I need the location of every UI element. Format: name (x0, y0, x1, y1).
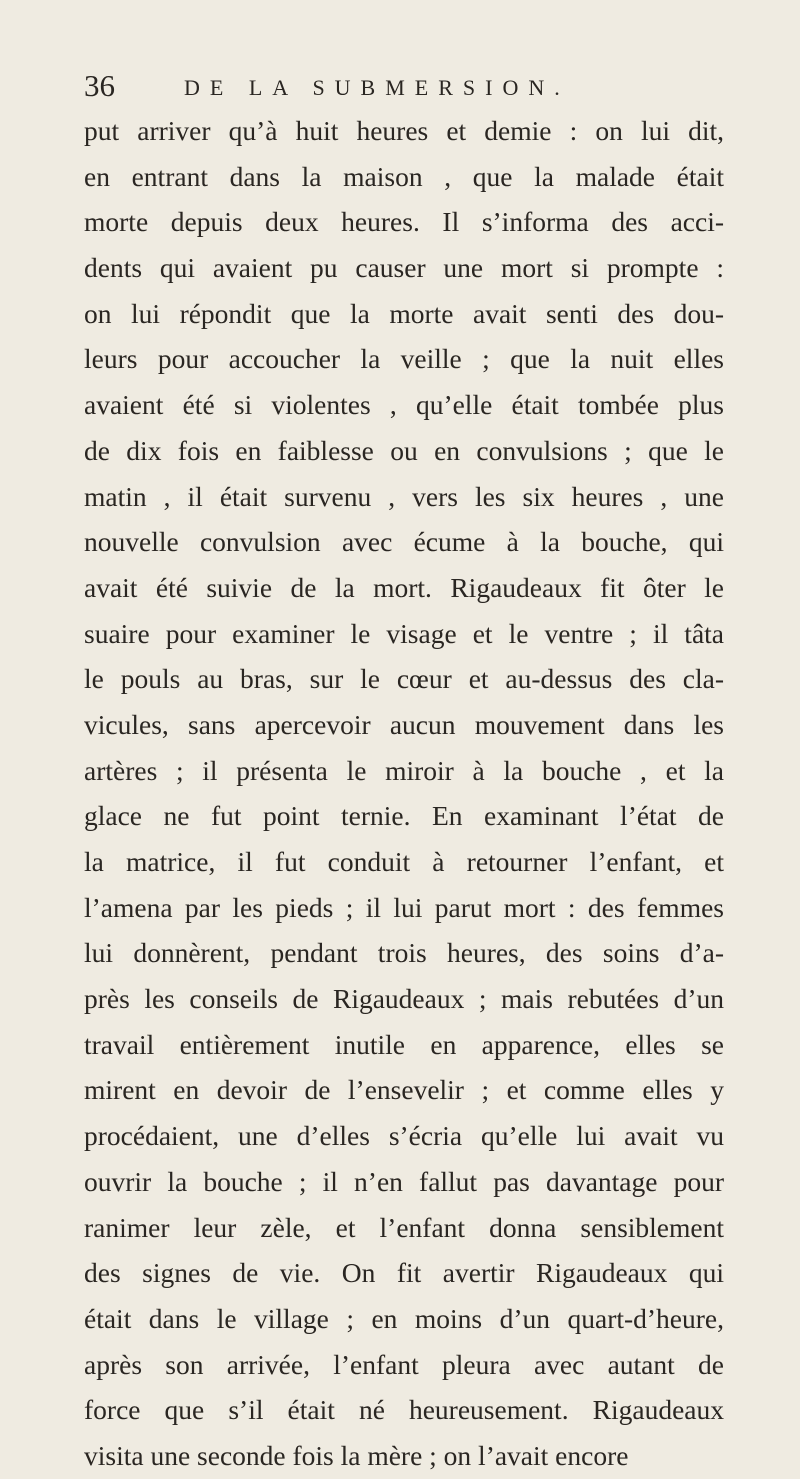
text-line: des signes de vie. On fit avertir Rigaudeaux qui (84, 1257, 724, 1289)
text-line: morte depuis deux heures. Il s’informa des acci- (84, 206, 724, 238)
text-line: ranimer leur zèle, et l’enfant donna sensiblement (84, 1211, 724, 1243)
text-line: était dans le village ; en moins d’un quart-d’heure, (84, 1302, 724, 1334)
text-line: leurs pour accoucher la veille ; que la nuit elles (84, 343, 724, 375)
text-line: nouvelle convulsion avec écume à la bouche, qui (84, 526, 724, 558)
text-line: en entrant dans la maison , que la malade était (84, 160, 724, 192)
text-line: avait été suivie de la mort. Rigaudeaux fit ôter le (84, 571, 724, 603)
text-line: suaire pour examiner le visage et le ventre ; il tâta (84, 617, 724, 649)
text-line: lui donnèrent, pendant trois heures, des soins d’a- (84, 937, 724, 969)
page-header (84, 66, 724, 110)
text-line: put arriver qu’à huit heures et demie : on lui dit, (84, 115, 724, 146)
body-text (84, 108, 724, 1479)
text-line: glace ne fut point ternie. En examinant l’état de (84, 800, 724, 832)
text-line: travail entièrement inutile en apparence, elles se (84, 1028, 724, 1060)
text-line: vicules, sans apercevoir aucun mouvement dans les (84, 708, 724, 740)
text-line: force que s’il était né heureusement. Rigaudeaux (84, 1394, 724, 1426)
text-line: le pouls au bras, sur le cœur et au-dessus des cla- (84, 663, 724, 695)
text-line: on lui répondit que la morte avait senti des dou- (84, 297, 724, 329)
text-line: l’amena par les pieds ; il lui parut mort : des femmes (84, 891, 724, 923)
text-line: la matrice, il fut conduit à retourner l’enfant, et (84, 846, 724, 877)
text-line: avaient été si violentes , qu’elle était tombée plus (84, 389, 724, 421)
text-line: de dix fois en faiblesse ou en convulsions ; que le (84, 434, 724, 466)
text-line: visita une seconde fois la mère ; on l’avait encore (84, 1439, 629, 1471)
page-number: 36 (84, 68, 115, 103)
text-line: après son arrivée, l’enfant pleura avec autant de (84, 1348, 724, 1380)
text-line: matin , il était survenu , vers les six heures , une (84, 480, 724, 512)
text-line: mirent en devoir de l’ensevelir ; et comme elles y (84, 1074, 724, 1106)
text-line: près les conseils de Rigaudeaux ; mais rebutées d’un (84, 983, 724, 1015)
text-line: dents qui avaient pu causer une mort si prompte : (84, 252, 724, 284)
running-head: DE LA SUBMERSION. (184, 75, 570, 100)
text-line: ouvrir la bouche ; il n’en fallut pas davantage pour (84, 1165, 724, 1197)
text-line: artères ; il présenta le miroir à la bouche , et la (84, 754, 724, 786)
text-line: procédaient, une d’elles s’écria qu’elle lui avait vu (84, 1120, 724, 1152)
